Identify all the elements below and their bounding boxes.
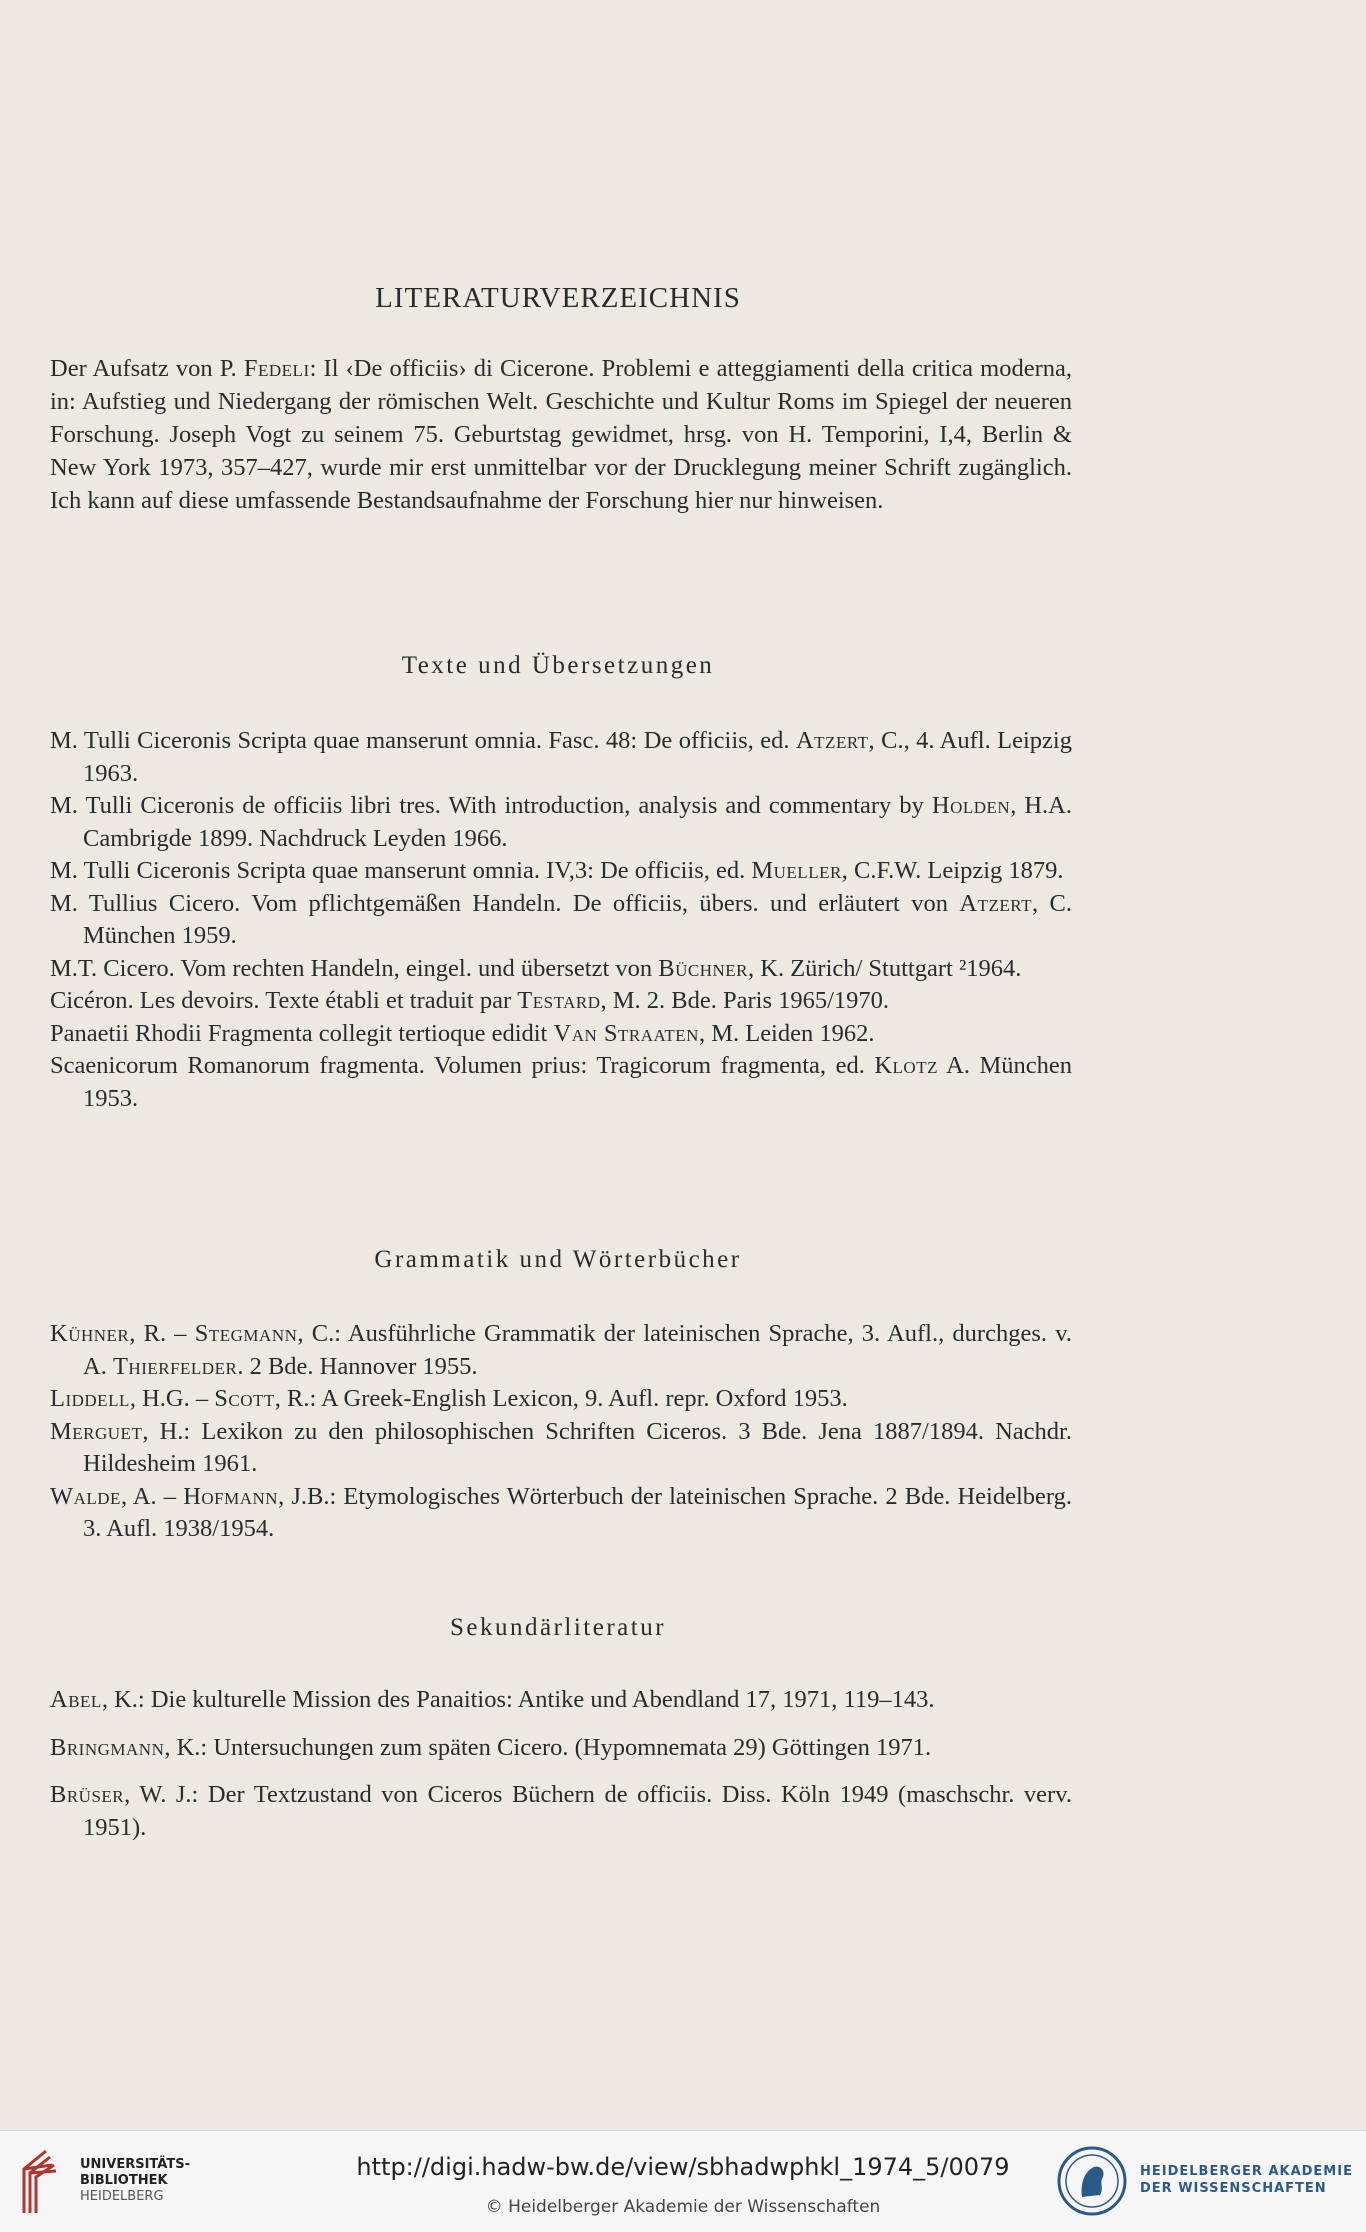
entry-text: Panaetii Rhodii Fragmenta collegit tertioque edidit	[50, 1019, 554, 1047]
entry-author: Liddell	[50, 1385, 130, 1412]
entry-author: Atzert	[959, 889, 1032, 917]
entry-text: , C. München 1959.	[83, 889, 1073, 949]
bib-entry	[50, 985, 1072, 1018]
bib-entry	[50, 1481, 1072, 1546]
entry-author: Thierfelder	[112, 1352, 238, 1380]
entry-author: Abel	[50, 1686, 102, 1713]
entry-author: Holden	[931, 792, 1011, 819]
entry-author: Scott	[214, 1385, 275, 1412]
entry-text: , R. –	[129, 1320, 195, 1347]
entry-text: , C., 4. Aufl. Leipzig 1963.	[83, 727, 1072, 787]
bib-entry	[50, 1732, 1072, 1765]
entry-author: Stegmann	[194, 1320, 298, 1347]
entry-text: Scaenicorum Romanorum fragmenta. Volumen prius: Tragicorum fragmenta, ed.	[50, 1052, 875, 1079]
entry-text: , H.: Lexikon zu den philosophischen Schriften Ciceros. 3 Bde. Jena 1887/1894. Nachdr. Hildesheim 1961.	[83, 1417, 1072, 1477]
academy-line-2: DER WISSENSCHAFTEN	[1140, 2181, 1327, 2196]
section-heading-secondary: Sekundärliteratur	[449, 1614, 667, 1641]
bib-entry	[50, 1383, 1072, 1416]
entry-author: Kühner	[50, 1320, 130, 1347]
entry-text: A. München 1953.	[83, 1052, 1072, 1112]
intro-text-start: Der Aufsatz von P.	[50, 355, 244, 382]
bib-entry	[50, 1416, 1072, 1481]
entry-author: Walde	[50, 1482, 121, 1510]
entry-text: , M. Leiden 1962.	[698, 1019, 875, 1047]
intro-text-rest: : Il ‹De officiis› di Cicerone. Problemi e atteggiamenti della critica moderna, in: Aufstieg und Niedergang der römischen Welt. Geschichte und Kultur Roms im Spiegel der neueren Forschung. Joseph Vogt zu seinem 75. Geburtstag gewidmet, hrsg. von H. Temporini, I,4, Berlin & New York 1973, 357–427, wurde mir erst unmittelbar vor der Drucklegung meiner Schrift zugänglich. Ich kann auf diese umfassende Bestandsaufnahme der Forschung hier nur hinweisen.	[50, 355, 1072, 514]
page-title: LITERATURVERZEICHNIS	[375, 282, 741, 314]
intro-paragraph	[50, 352, 1072, 517]
section-heading-texts: Texte und Übersetzungen	[401, 652, 715, 679]
entry-text: , C.F.W. Leipzig 1879.	[841, 857, 1064, 884]
entry-text: . 2 Bde. Hannover 1955.	[237, 1352, 478, 1380]
academy-line-1: HEIDELBERGER AKADEMIE	[1140, 2164, 1353, 2179]
entry-text: M.T. Cicero. Vom rechten Handeln, eingel. und übersetzt von	[50, 954, 659, 982]
permalink-url[interactable]: http://digi.hadw-bw.de/view/sbhadwphkl_1974_5/0079	[356, 2153, 1010, 2181]
entry-author: Bringmann	[50, 1733, 165, 1761]
entry-text: , A. –	[120, 1482, 184, 1510]
entry-author: Brüser	[50, 1781, 125, 1808]
entry-text: , C.: Ausführliche Grammatik der lateinischen Sprache, 3. Aufl., durchges. v. A.	[83, 1320, 1073, 1380]
entry-text: , R.: A Greek-English Lexicon, 9. Aufl. repr. Oxford 1953.	[274, 1385, 848, 1412]
bib-entry	[50, 953, 1072, 986]
section-heading-grammar: Grammatik und Wörterbücher	[374, 1246, 742, 1273]
entry-text: , M. 2. Bde. Paris 1965/1970.	[600, 987, 890, 1014]
viewer-footer	[0, 2130, 1366, 2232]
entry-author: Büchner	[658, 954, 748, 982]
entry-text: , J.B.: Etymologisches Wörterbuch der lateinischen Sprache. 2 Bde. Heidelberg. 3. Aufl. 1938/1954.	[83, 1482, 1073, 1542]
entry-author: Merguet	[50, 1417, 143, 1445]
entry-text: M. Tulli Ciceronis de officiis libri tres. With introduction, analysis and commentary by	[50, 792, 932, 819]
academy-name	[1140, 2163, 1353, 2197]
bib-entry	[50, 790, 1072, 855]
entry-text: M. Tulli Ciceronis Scripta quae manserunt omnia. Fasc. 48: De officiis, ed.	[50, 727, 796, 754]
entry-text: M. Tulli Ciceronis Scripta quae manserunt omnia. IV,3: De officiis, ed.	[50, 857, 752, 884]
entry-text: , H.G. –	[129, 1385, 215, 1412]
entry-text: , W. J.: Der Textzustand von Ciceros Büchern de officiis. Diss. Köln 1949 (maschschr. verv. 1951).	[83, 1781, 1072, 1841]
entry-author: Hofmann	[183, 1482, 279, 1510]
entry-author: Atzert	[795, 727, 869, 754]
entry-text: Cicéron. Les devoirs. Texte établi et traduit par	[50, 987, 518, 1014]
copyright-notice: © Heidelberger Akademie der Wissenschaften	[485, 2197, 881, 2217]
library-line-1: UNIVERSITÄTS-	[80, 2157, 190, 2172]
entry-text: , K. Zürich/ Stuttgart ²1964.	[748, 954, 1022, 982]
entry-author: Testard	[517, 987, 601, 1014]
entry-text: , H.A. Cambrigde 1899. Nachdruck Leyden 1966.	[83, 792, 1072, 852]
bib-entry	[50, 1018, 1072, 1051]
academy-seal-icon[interactable]	[1056, 2145, 1128, 2217]
entry-author: Van Straaten	[553, 1019, 699, 1047]
bib-entry	[50, 725, 1072, 790]
entry-text: , K.: Untersuchungen zum späten Cicero. (Hypomnemata 29) Göttingen 1971.	[164, 1733, 932, 1761]
bib-entry	[50, 888, 1072, 953]
entry-author: Klotz	[874, 1052, 938, 1079]
texts-list	[50, 725, 1072, 1115]
grammar-list	[50, 1318, 1072, 1546]
bib-entry	[50, 855, 1072, 888]
bib-entry	[50, 1779, 1072, 1844]
entry-text: M. Tullius Cicero. Vom pflichtgemäßen Handeln. De officiis, übers. und erläutert von	[50, 889, 960, 917]
bib-entry	[50, 1050, 1072, 1115]
bib-entry	[50, 1318, 1072, 1383]
library-line-3: HEIDELBERG	[80, 2189, 164, 2204]
entry-author: Mueller	[751, 857, 842, 884]
entry-text: , K.: Die kulturelle Mission des Panaitios: Antike und Abendland 17, 1971, 119–143.	[101, 1686, 935, 1713]
bib-entry	[50, 1684, 1072, 1717]
author-fedeli: Fedeli	[243, 355, 310, 382]
library-line-2: BIBLIOTHEK	[80, 2173, 168, 2188]
secondary-list	[50, 1684, 1072, 1844]
